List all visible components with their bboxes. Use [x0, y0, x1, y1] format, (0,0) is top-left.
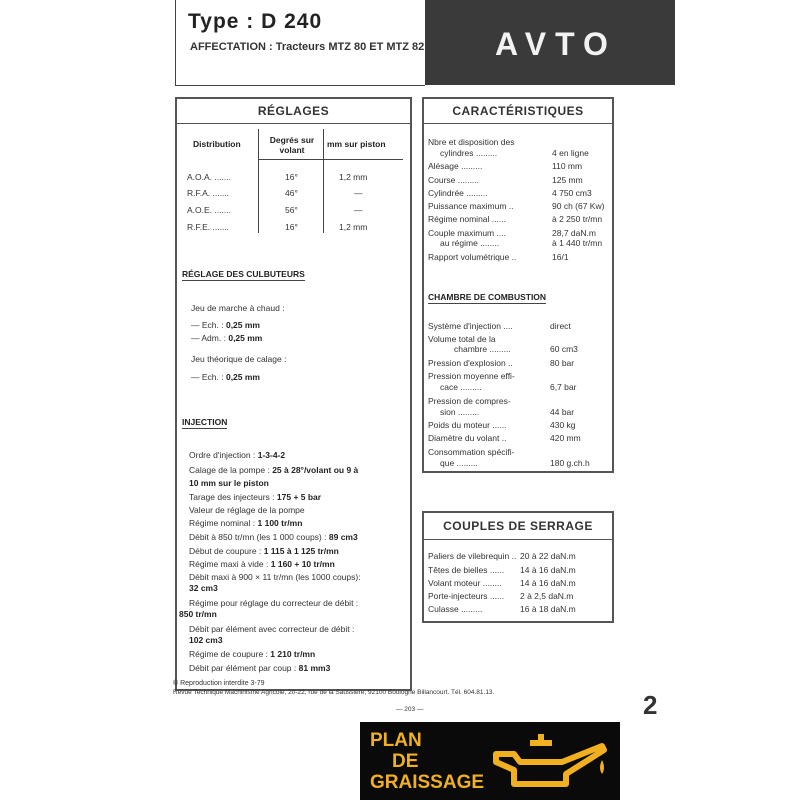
row-mm: 1,2 mm: [339, 222, 368, 232]
carac-value: à 2 250 tr/mn: [552, 214, 603, 224]
caracteristiques-title: CARACTÉRISTIQUES: [452, 104, 584, 118]
chambre-label: que .........: [440, 458, 478, 468]
ordre-label: Ordre d'injection :: [189, 450, 256, 460]
col-degres: Degrés sur volant: [269, 135, 315, 155]
couple-label: Porte-injecteurs ......: [428, 591, 505, 601]
regime-coup-value: 1 210 tr/mn: [270, 649, 316, 659]
couples-box: [422, 511, 614, 623]
chambre-value: 80 bar: [550, 358, 575, 368]
debut-label: Début de coupure :: [189, 546, 262, 556]
couple-value: 2 à 2,5 daN.m: [520, 591, 574, 601]
jeu-marche: Jeu de marche à chaud :: [191, 303, 285, 313]
row-mm: 1,2 mm: [339, 172, 368, 182]
carac-label: Course .........: [428, 175, 480, 185]
carac-title-rule: [424, 123, 612, 124]
table-header-rule: [258, 159, 403, 160]
chambre-label: Diamètre du volant ..: [428, 433, 507, 443]
couple-value: 14 à 16 daN.m: [520, 565, 576, 575]
ech1-value: 0,25 mm: [225, 320, 260, 330]
plan-line-3: GRAISSAGE: [370, 772, 485, 793]
chambre-value: direct: [550, 321, 571, 331]
regime-nom-label: Régime nominal :: [189, 518, 256, 528]
regime-coup-label: Régime de coupure :: [189, 649, 268, 659]
regime-vide-value: 1 160 + 10 tr/mn: [270, 559, 335, 569]
debit850-value: 89 cm3: [328, 532, 358, 542]
couple-value: 20 à 22 daN.m: [520, 551, 576, 561]
col-distribution: Distribution: [193, 139, 241, 149]
calage-value-1: 25 à 28°/volant ou 9 à: [272, 465, 359, 475]
plan-graissage-text: [370, 730, 484, 793]
type-title: Type : D 240: [188, 10, 323, 33]
chambre-title: CHAMBRE DE COMBUSTION: [428, 292, 547, 302]
chambre-label: Pression de compres-: [428, 396, 511, 406]
chambre-value: 180 g.ch.h: [550, 458, 590, 468]
regime-vide-label: Régime maxi à vide :: [189, 559, 269, 569]
row-mm: —: [354, 188, 363, 198]
row-name: R.F.E. .......: [187, 222, 230, 232]
couple-value: 14 à 16 daN.m: [520, 578, 576, 588]
row-deg: 16°: [285, 222, 298, 232]
carac-value: 4 750 cm3: [552, 188, 592, 198]
avto-logo: [425, 0, 675, 85]
debit-maxi-value: 32 cm3: [189, 583, 218, 593]
adm-value: 0,25 mm: [228, 333, 263, 343]
ech1-label: — Ech. :: [191, 320, 224, 330]
carac-value: à 1 440 tr/mn: [552, 238, 603, 248]
row-deg: 56°: [285, 205, 298, 215]
carac-label: au régime ........: [440, 238, 500, 248]
tarage-value: 175 + 5 bar: [276, 492, 322, 502]
carac-value: 28,7 daN.m: [552, 228, 596, 238]
row-name: A.O.E. .......: [187, 205, 231, 215]
caracteristiques-box: [422, 97, 614, 473]
plan-line-2: DE: [392, 751, 419, 772]
debut-value: 1 115 à 1 125 tr/mn: [263, 546, 339, 556]
debit-maxi-label: Débit maxi à 900 × 11 tr/mn (les 1000 coups):: [189, 572, 361, 582]
valeur-label: Valeur de réglage de la pompe: [189, 505, 305, 515]
plan-line-1: PLAN: [370, 730, 422, 751]
carac-value: 110 mm: [552, 161, 583, 171]
debit850-label: Débit à 850 tr/mn (les 1 000 coups) :: [189, 532, 327, 542]
chambre-label: Volume total de la: [428, 334, 496, 344]
chambre-label: cace .........: [440, 382, 482, 392]
injection-title: INJECTION: [182, 417, 228, 427]
carac-label: Couple maximum ....: [428, 228, 506, 238]
chambre-label: Poids du moteur ......: [428, 420, 507, 430]
row-mm: —: [354, 205, 363, 215]
carac-label: Puissance maximum ..: [428, 201, 514, 211]
reglages-title: RÉGLAGES: [257, 104, 330, 118]
adm-label: — Adm. :: [191, 333, 226, 343]
table-divider-1: [258, 129, 259, 233]
culbuteurs-title: RÉGLAGE DES CULBUTEURS: [182, 269, 305, 279]
chambre-value: 430 kg: [550, 420, 576, 430]
debit-elem-label: Débit par élément avec correcteur de débit :: [189, 624, 355, 634]
carac-value: 4 en ligne: [552, 148, 589, 158]
chambre-label: Pression d'explosion ..: [428, 358, 513, 368]
copyright-text: © Reproduction interdite 3-79: [173, 680, 265, 687]
chambre-value: 420 mm: [550, 433, 581, 443]
couple-value: 16 à 18 daN.m: [520, 604, 576, 614]
couple-label: Culasse .........: [428, 604, 483, 614]
carac-label: cylindres .........: [440, 148, 498, 158]
row-name: R.F.A. .......: [187, 188, 230, 198]
chambre-label: chambre .........: [454, 344, 511, 354]
jeu-theorique: Jeu théorique de calage :: [191, 354, 287, 364]
chambre-label: Consommation spécifi-: [428, 447, 515, 457]
ech2-label: — Ech. :: [191, 372, 224, 382]
regime-corr-label: Régime pour réglage du correcteur de débit :: [189, 598, 359, 608]
chambre-value: 60 cm3: [550, 344, 578, 354]
chambre-value: 6,7 bar: [550, 382, 577, 392]
table-divider-2: [323, 129, 324, 233]
ordre-value: 1-3-4-2: [257, 450, 286, 460]
carac-label: Alésage .........: [428, 161, 483, 171]
header-left-rule: [175, 0, 176, 85]
page-number: — 203 —: [396, 706, 424, 713]
couple-label: Têtes de bielles ......: [428, 565, 505, 575]
regime-nom-value: 1 100 tr/mn: [257, 518, 303, 528]
carac-label: Régime nominal ......: [428, 214, 506, 224]
couple-label: Volant moteur ........: [428, 578, 502, 588]
reglages-title-rule: [177, 123, 410, 124]
header-bottom-rule: [175, 85, 425, 86]
chambre-label: sion .........: [440, 407, 480, 417]
plan-graissage-logo[interactable]: [360, 722, 620, 800]
tarage-label: Tarage des injecteurs :: [189, 492, 275, 502]
chambre-value: 44 bar: [550, 407, 575, 417]
debit-coup-label: Débit par élément par coup :: [189, 663, 297, 673]
section-number: 2: [643, 690, 658, 720]
avto-logo-text: AVTO: [495, 26, 617, 62]
carac-value: 16/1: [552, 252, 569, 262]
col-mm: mm sur piston: [327, 139, 386, 149]
carac-value: 90 ch (67 Kw): [552, 201, 605, 211]
regime-corr-value: 850 tr/mn: [179, 609, 217, 619]
carac-label: Rapport volumétrique ..: [428, 252, 517, 262]
couple-label: Paliers de vilebrequin ..: [428, 551, 517, 561]
calage-value-2: 10 mm sur le piston: [189, 478, 269, 488]
row-deg: 46°: [285, 188, 298, 198]
oil-can-icon: [490, 732, 610, 794]
carac-label: Cylindrée .........: [428, 188, 488, 198]
row-name: A.O.A. .......: [187, 172, 231, 182]
chambre-label: Pression moyenne effi-: [428, 371, 515, 381]
row-deg: 16°: [285, 172, 298, 182]
reglages-box: [175, 97, 412, 691]
debit-coup-value: 81 mm3: [298, 663, 331, 673]
chambre-label: Système d'injection ....: [428, 321, 513, 331]
debit-elem-value: 102 cm3: [189, 635, 223, 645]
calage-label: Calage de la pompe :: [189, 465, 270, 475]
publisher-text: Revue Technique Machinisme Agricole, 20-22, rue de la Saussière, 92100 Boulogne Billancourt. Tél. 604.81.13.: [173, 689, 495, 696]
couples-title-rule: [424, 539, 612, 540]
carac-value: 125 mm: [552, 175, 583, 185]
ech2-value: 0,25 mm: [225, 372, 260, 382]
carac-label: Nbre et disposition des: [428, 137, 515, 147]
couples-title: COUPLES DE SERRAGE: [443, 519, 593, 533]
affectation-text: AFFECTATION : Tracteurs MTZ 80 ET MTZ 82: [190, 41, 425, 53]
